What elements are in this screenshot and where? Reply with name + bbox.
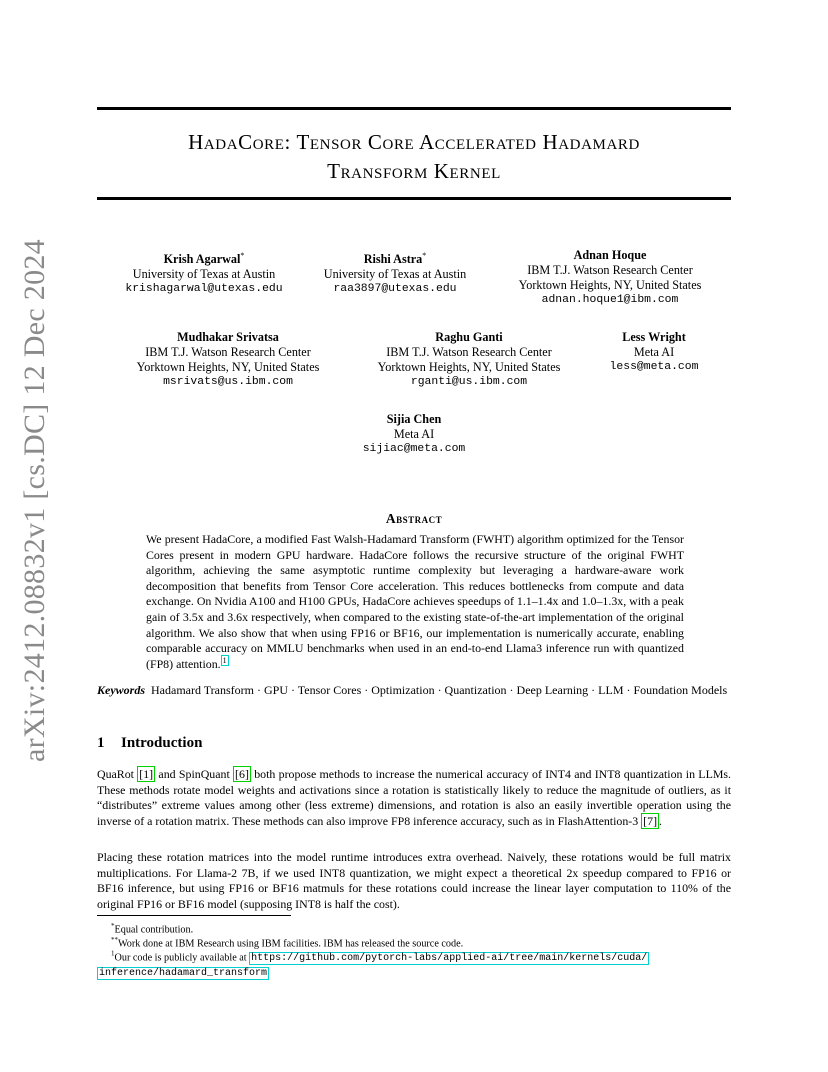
author-name: Krish Agarwal <box>163 252 241 267</box>
author-block <box>113 330 343 390</box>
citation-link[interactable]: [7] <box>643 814 658 829</box>
title-top-rule <box>97 107 731 110</box>
author-email[interactable]: less@meta.com <box>609 361 699 373</box>
author-block <box>495 248 725 308</box>
footnote-text: Our code is publicly available at <box>114 952 250 964</box>
footnote-text: Equal contribution. <box>114 924 194 936</box>
author-name: Sijia Chen <box>386 412 442 426</box>
text-span: and SpinQuant <box>155 767 234 781</box>
author-email[interactable]: msrivats@us.ibm.com <box>163 376 293 388</box>
footnote-mark: ** <box>111 936 118 944</box>
paper-title-line-1: HadaCore: Tensor Core Accelerated Hadamard <box>188 130 640 154</box>
author-email[interactable]: adnan.hoque1@ibm.com <box>541 294 679 306</box>
section-heading <box>97 735 202 752</box>
arxiv-identifier-stamp: arXiv:2412.08832v1 [cs.DC] 12 Dec 2024 <box>18 239 51 762</box>
code-url-link-continued[interactable]: inference/hadamard_transform <box>99 967 268 979</box>
footnote-3 <box>97 948 731 980</box>
intro-paragraph-1 <box>97 767 731 830</box>
author-affiliation: Meta AI <box>393 427 435 441</box>
author-block <box>354 412 474 457</box>
keywords <box>97 683 731 699</box>
author-email[interactable]: krishagarwal@utexas.edu <box>125 283 283 296</box>
section-title: Introduction <box>121 735 203 751</box>
abstract-paragraph: We present HadaCore, a modified Fast Walsh-Hadamard Transform (FWHT) algorithm optimized for the Tensor Cores present in modern GPU hardware. HadaCore follows the recursive structure of the original FWHT algorithm, achieving the same asymptotic runtime complexity but leveraging a hardware-aware work decomposition that benefits from Tensor Core acceleration. This reduces bottlenecks from compute and data exchange. On Nvidia A100 and H100 GPUs, HadaCore achieves speedups of 1.1–1.4x and 1.0–1.3x, with a peak gain of 3.5x and 3.6x respectively, when compared to the existing state-of-the-art implementation of the original algorithm. We also show that when using FP16 or BF16, our implementation is numerically accurate, enabling comparable accuracy on MMLU benchmarks when used in an end-to-end Llama3 inference run with quantized (FP8) attention. <box>146 532 684 671</box>
author-block <box>295 248 495 297</box>
author-email[interactable]: raa3897@utexas.edu <box>333 283 457 296</box>
author-block <box>104 248 304 297</box>
author-location: Yorktown Heights, NY, United States <box>518 278 702 292</box>
author-location: Yorktown Heights, NY, United States <box>136 360 320 374</box>
paper-title-line-2: Transform Kernel <box>327 159 501 183</box>
text-span: . <box>659 814 663 829</box>
text-span: Placing these rotation matrices into the model runtime introduces extra overhead. Naively, these rotations would be full matrix multiplications. For Llama-2 7B, if we used INT8 quantization, we might expect a theoretical 2x speedup compared to FP16 or BF16 inference, but using FP16 or BF16 matmuls for these rotations could increase the linear layer computation to 110% of the original FP16 or BF16 model (supposing INT8 is half the cost). <box>97 850 731 912</box>
section-number: 1 <box>97 735 105 751</box>
author-name: Raghu Ganti <box>435 330 503 344</box>
author-block <box>354 330 584 390</box>
text-span: QuaRot <box>97 767 138 781</box>
abstract-heading: Abstract <box>385 511 443 526</box>
text-span: both propose methods to increase the numerical accuracy of INT4 and INT8 quantization in LLMs. These methods rotate model weights and activations since a rotation is statistically likely to reduce the magnitude of outliers, as it “distributes” extreme values among other (less extreme) dimensions, and rotation is also an easily invertible operation using the inverse of a rotation matrix. These methods can also improve FP8 inference accuracy, such as in FlashAttention-3 <box>97 767 732 829</box>
intro-paragraph-2 <box>97 850 731 913</box>
author-email[interactable]: sijiac@meta.com <box>362 443 466 455</box>
keywords-list: Hadamard Transform · GPU · Tensor Cores · Optimization · Quantization · Deep Learning · LLM · Foundation Models <box>151 683 728 697</box>
footnote-text: Work done at IBM Research using IBM facilities. IBM has released the source code. <box>118 938 464 950</box>
author-name: Mudhakar Srivatsa <box>177 330 279 344</box>
code-url-link[interactable]: https://github.com/pytorch-labs/applied-ai/tree/main/kernels/cuda/ <box>251 953 648 965</box>
author-affiliation: University of Texas at Austin <box>323 267 467 282</box>
author-name: Adnan Hoque <box>573 248 647 262</box>
author-affiliation: IBM T.J. Watson Research Center <box>386 345 552 359</box>
author-mark: * <box>240 251 245 260</box>
citation-link[interactable]: [1] <box>139 767 154 781</box>
title-bottom-rule <box>97 197 731 200</box>
paper-title <box>97 128 731 186</box>
author-location: Yorktown Heights, NY, United States <box>377 360 561 374</box>
author-affiliation: IBM T.J. Watson Research Center <box>527 263 693 277</box>
abstract-text <box>146 532 684 672</box>
author-email[interactable]: rganti@us.ibm.com <box>410 376 528 388</box>
author-name: Rishi Astra <box>363 252 423 267</box>
author-block <box>594 330 714 375</box>
author-mark: * <box>422 251 427 260</box>
author-affiliation: IBM T.J. Watson Research Center <box>145 345 311 359</box>
citation-link[interactable]: [6] <box>235 767 249 781</box>
keywords-label: Keywords <box>97 683 145 697</box>
footnote-rule <box>97 915 291 916</box>
author-affiliation: Meta AI <box>633 345 675 359</box>
footnote-1-link[interactable]: 1 <box>222 655 227 665</box>
footnote-mark: 1 <box>111 950 115 958</box>
footnote-mark: * <box>111 922 115 930</box>
author-name: Less Wright <box>622 330 686 344</box>
author-affiliation: University of Texas at Austin <box>132 267 276 282</box>
